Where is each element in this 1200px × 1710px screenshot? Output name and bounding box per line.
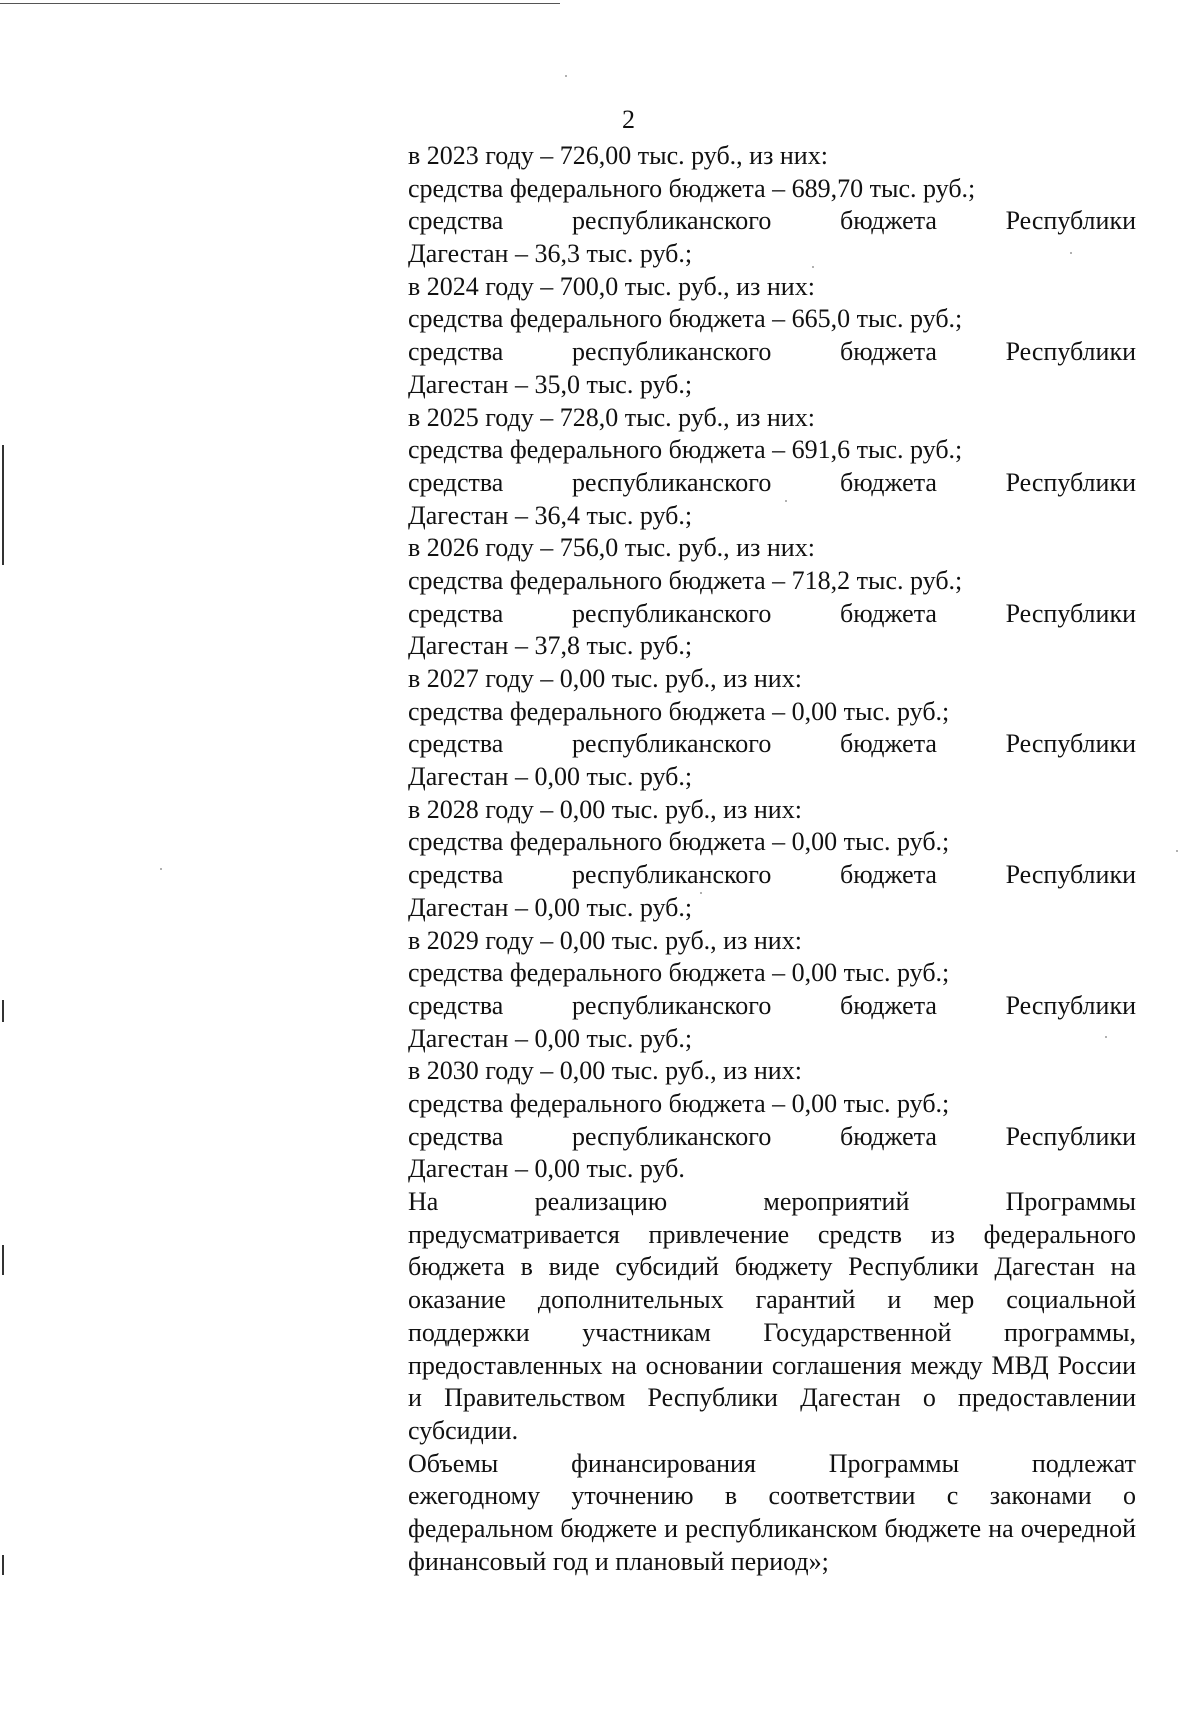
federal-budget-line: средства федерального бюджета – 0,00 тыс. руб.; [408, 1088, 950, 1118]
year-total-line: в 2029 году – 0,00 тыс. руб., из них: [408, 925, 802, 955]
republican-budget-word: республиканского [571, 860, 772, 890]
republican-budget-word: средства [408, 990, 504, 1020]
year-block [408, 663, 1136, 794]
scan-speck [1176, 850, 1178, 852]
paragraph1-first-line [408, 1186, 1136, 1219]
republican-budget-amount-line: Дагестан – 36,4 тыс. руб.; [408, 500, 693, 530]
republican-budget-word: Республики [1005, 206, 1136, 236]
scan-edge-mark [2, 1000, 4, 1022]
republican-budget-line [408, 728, 1136, 761]
paragraph1-body: предусматривается привлечение средств из федерального бюджета в виде субсидий бюджету Республики Дагестан на оказание дополнительных гарантий и мер социальной поддержки участникам Государственной программы, предоставленных на основании соглашения между МВД России и Правительством Республики Дагестан о предоставлении субсидии. [408, 1219, 1136, 1445]
republican-budget-amount-line: Дагестан – 37,8 тыс. руб.; [408, 631, 693, 661]
republican-budget-line [408, 205, 1136, 238]
paragraph2-first-line [408, 1448, 1136, 1481]
republican-budget-amount-line: Дагестан – 35,0 тыс. руб.; [408, 369, 693, 399]
republican-budget-word: республиканского [571, 729, 772, 759]
year-total-line: в 2025 году – 728,0 тыс. руб., из них: [408, 402, 815, 432]
funding-by-year-list [408, 140, 1136, 1186]
year-block [408, 271, 1136, 402]
republican-budget-word: республиканского [571, 467, 772, 497]
republican-budget-word: средства [408, 860, 504, 890]
year-total-line: в 2024 году – 700,0 тыс. руб., из них: [408, 271, 815, 301]
scan-edge-mark [2, 1245, 4, 1275]
paragraph2-body: ежегодному уточнению в соответствии с законами о федеральном бюджете и республиканском бюджете на очередной финансовый год и плановый период»; [408, 1481, 1136, 1576]
republican-budget-word: бюджета [839, 337, 937, 367]
republican-budget-word: республиканского [571, 990, 772, 1020]
republican-budget-word: средства [408, 206, 504, 236]
scan-edge-mark [2, 1555, 4, 1575]
republican-budget-word: бюджета [839, 990, 937, 1020]
scan-edge-line [0, 3, 560, 4]
republican-budget-word: бюджета [839, 860, 937, 890]
year-total-line: в 2028 году – 0,00 тыс. руб., из них: [408, 794, 802, 824]
republican-budget-amount-line: Дагестан – 36,3 тыс. руб.; [408, 239, 693, 269]
year-block [408, 140, 1136, 271]
republican-budget-word: Республики [1005, 729, 1136, 759]
republican-budget-line [408, 859, 1136, 892]
republican-budget-word: средства [408, 467, 504, 497]
paragraph1-word: На [408, 1187, 439, 1216]
year-block [408, 794, 1136, 925]
republican-budget-word: Республики [1005, 1121, 1136, 1151]
paragraph2-word: Объемы [408, 1448, 499, 1478]
paragraph2-word: финансирования [571, 1448, 756, 1478]
republican-budget-word: средства [408, 1121, 504, 1151]
federal-budget-line: средства федерального бюджета – 691,6 тыс. руб.; [408, 435, 963, 465]
republican-budget-line [408, 598, 1136, 631]
document-body [408, 140, 1136, 1578]
republican-budget-word: республиканского [571, 598, 772, 628]
republican-budget-word: средства [408, 337, 504, 367]
year-total-line: в 2030 году – 0,00 тыс. руб., из них: [408, 1056, 802, 1086]
republican-budget-word: Республики [1005, 990, 1136, 1020]
republican-budget-word: Республики [1005, 598, 1136, 628]
republican-budget-word: бюджета [839, 729, 937, 759]
scan-speck [160, 868, 162, 870]
republican-budget-word: Республики [1005, 337, 1136, 367]
scan-speck [565, 75, 567, 77]
republican-budget-word: средства [408, 598, 504, 628]
republican-budget-word: республиканского [571, 206, 772, 236]
paragraph2-word: Программы [828, 1448, 960, 1478]
republican-budget-word: бюджета [839, 467, 937, 497]
federal-budget-line: средства федерального бюджета – 718,2 тыс. руб.; [408, 565, 963, 595]
year-block [408, 1055, 1136, 1186]
paragraph1-word: реализацию [534, 1187, 668, 1216]
republican-budget-word: Республики [1005, 467, 1136, 497]
republican-budget-line [408, 990, 1136, 1023]
federal-budget-line: средства федерального бюджета – 0,00 тыс. руб.; [408, 827, 950, 857]
republican-budget-amount-line: Дагестан – 0,00 тыс. руб.; [408, 762, 693, 792]
year-block [408, 925, 1136, 1056]
scan-edge-mark [2, 445, 4, 565]
year-total-line: в 2026 году – 756,0 тыс. руб., из них: [408, 533, 815, 563]
federal-budget-line: средства федерального бюджета – 0,00 тыс. руб.; [408, 958, 950, 988]
republican-budget-amount-line: Дагестан – 0,00 тыс. руб.; [408, 892, 693, 922]
year-block [408, 402, 1136, 533]
republican-budget-word: республиканского [571, 337, 772, 367]
republican-budget-amount-line: Дагестан – 0,00 тыс. руб. [408, 1154, 685, 1184]
year-total-line: в 2027 году – 0,00 тыс. руб., из них: [408, 664, 802, 693]
federal-budget-line: средства федерального бюджета – 0,00 тыс. руб.; [408, 696, 950, 726]
paragraph1-word: Программы [1005, 1187, 1136, 1216]
year-total-line: в 2023 году – 726,00 тыс. руб., из них: [408, 141, 828, 170]
republican-budget-line [408, 336, 1136, 369]
page-number: 2 [622, 105, 635, 134]
republican-budget-word: республиканского [571, 1121, 772, 1151]
republican-budget-word: Республики [1005, 860, 1136, 890]
year-block [408, 532, 1136, 663]
republican-budget-word: бюджета [839, 206, 937, 236]
paragraph1-word: мероприятий [763, 1187, 910, 1216]
paragraph2-word: подлежат [1031, 1448, 1136, 1478]
republican-budget-line [408, 467, 1136, 500]
federal-budget-line: средства федерального бюджета – 665,0 тыс. руб.; [408, 304, 963, 334]
republican-budget-amount-line: Дагестан – 0,00 тыс. руб.; [408, 1023, 693, 1053]
federal-budget-line: средства федерального бюджета – 689,70 тыс. руб.; [408, 173, 976, 203]
republican-budget-word: бюджета [839, 598, 937, 628]
republican-budget-word: средства [408, 729, 504, 759]
republican-budget-word: бюджета [839, 1121, 937, 1151]
republican-budget-line [408, 1121, 1136, 1154]
